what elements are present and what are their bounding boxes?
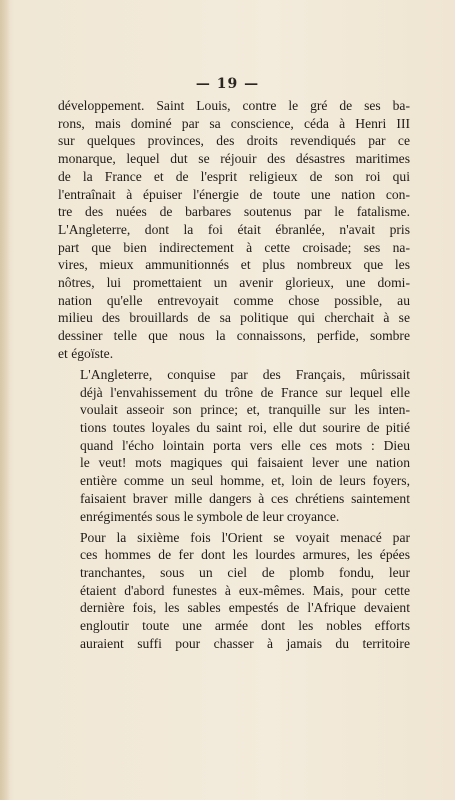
text-line: ces hommes de fer dont les lourdes armures, les épées [80, 547, 410, 563]
text-line: déjà l'envahissement du trône de France sur lequel elle [80, 384, 410, 400]
text-line: de la France et de l'esprit religieux de son roi qui [58, 168, 410, 184]
text-line: l'entraînait à épuiser l'énergie de toute une nation con- [58, 186, 410, 202]
text-line: L'Angleterre, conquise par des Français, mûrissait [80, 366, 410, 382]
text-line: engloutir toute une armée dont les nobles efforts [80, 618, 410, 634]
text-line: L'Angleterre, dont la foi était ébranlée, n'avait pris [58, 221, 410, 237]
text-line: auraient suffi pour chasser à jamais du territoire [80, 635, 410, 651]
page-edge-stain [0, 0, 10, 800]
page-number: — 19 — [195, 76, 260, 92]
text-line: tranchantes, sous un ciel de plomb fondu, leur [80, 565, 410, 581]
paragraph-2 [58, 366, 410, 525]
text-line: rons, mais dominé par sa conscience, céda à Henri III [58, 115, 410, 131]
text-line: dessiner telle que nous la connaissons, perfide, sombre [58, 328, 410, 344]
body-text [58, 97, 410, 656]
text-line: et égoïste. [58, 345, 114, 361]
text-line: quand l'écho lointain porta vers elle ces mots : Dieu [80, 437, 410, 453]
text-line: voulait asseoir son prince; et, tranquille sur les inten- [80, 402, 410, 418]
text-line: entière comme un seul homme, et, loin de leurs foyers, [80, 473, 410, 489]
paragraph-1 [58, 97, 410, 363]
text-line: monarque, lequel dut se réjouir des désastres maritimes [58, 151, 410, 167]
paragraph-3 [58, 529, 410, 653]
text-line: tions toutes loyales du saint roi, elle dut sourire de pitié [80, 420, 410, 436]
text-line: vires, mieux ammunitionnés et plus nombreux que les [58, 257, 410, 273]
text-line: Pour la sixième fois l'Orient se voyait menacé par [80, 529, 410, 545]
text-line: sur quelques provinces, des droits revendiqués par ce [58, 133, 410, 149]
text-line: développement. Saint Louis, contre le gré de ses ba- [58, 98, 410, 113]
text-line: part que bien indirectement à cette croisade; ses na- [58, 239, 410, 255]
text-line: milieu des brouillards de sa politique qui cherchait à se [58, 310, 410, 326]
text-line: nôtres, lui promettaient un avenir glorieux, une domi- [58, 275, 410, 291]
text-line: tre des nuées de barbares soutenus par le fatalisme. [58, 204, 410, 220]
text-line: faisaient braver mille dangers à ces chrétiens saintement [80, 490, 410, 506]
text-line: nation qu'elle entrevoyait comme chose possible, au [58, 292, 410, 308]
text-line: enrégimentés sous le symbole de leur croyance. [80, 508, 340, 524]
text-line: dernière fois, les sables empestés de l'Afrique devaient [80, 600, 410, 616]
text-line: étaient d'abord funestes à eux-mêmes. Mais, pour cette [80, 582, 410, 598]
text-line: le veut! mots magiques qui faisaient lever une nation [80, 455, 410, 471]
